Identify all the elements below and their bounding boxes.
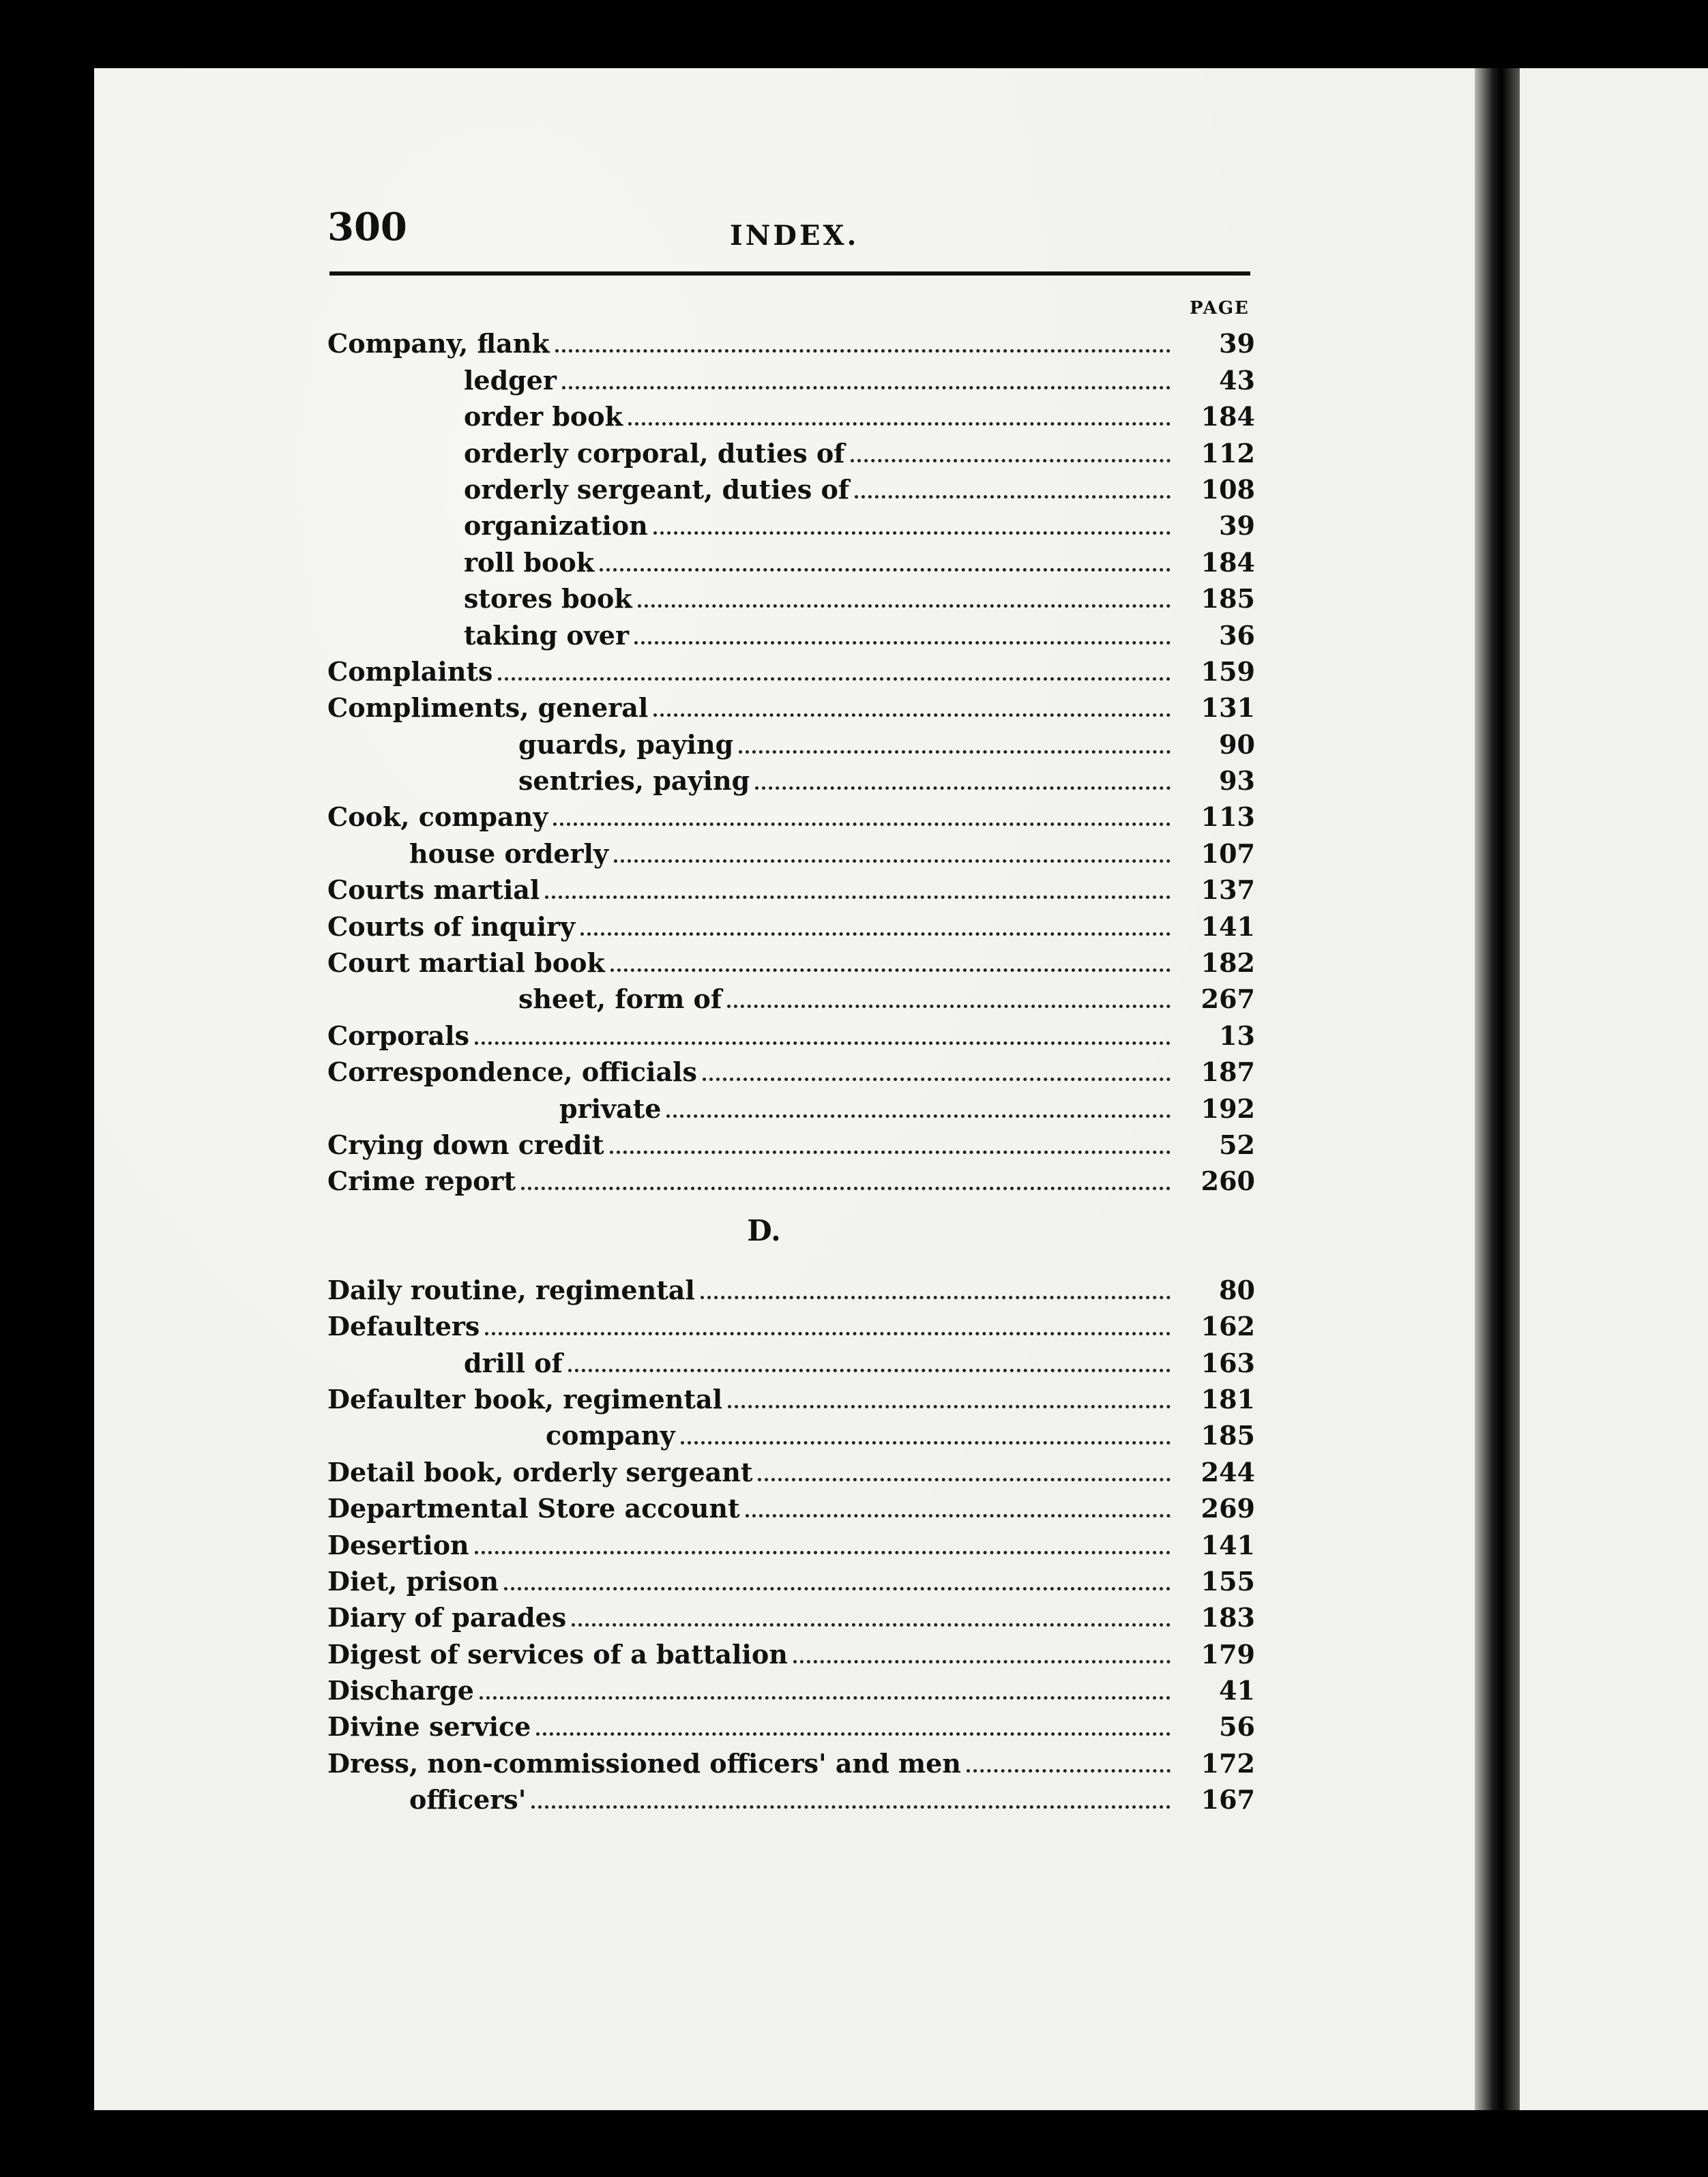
entry-page-number: 141 [1201,1529,1255,1560]
entry-page-number: 107 [1201,838,1255,869]
index-entry [327,1704,1255,1743]
entry-label: Court martial book [327,947,605,979]
leader-dots [553,823,1170,826]
index-entry [327,1303,1255,1342]
index-entry [327,1158,1255,1197]
entry-page-number: 181 [1201,1383,1255,1415]
entry-label: Crime report [327,1166,516,1197]
index-entry [327,1412,1255,1449]
entry-page-number: 43 [1219,364,1255,396]
index-entry [327,430,1255,469]
leader-dots [521,1187,1170,1190]
leader-dots [555,349,1170,353]
leader-dots [485,1332,1170,1335]
index-entry [327,830,1255,869]
entry-label: guards, paying [518,728,734,760]
entry-page-number: 162 [1201,1311,1255,1342]
index-entry [327,685,1255,724]
leader-dots [653,713,1170,717]
facing-page-edge [1520,68,1708,2110]
leader-dots [628,422,1170,426]
leader-dots [475,1551,1170,1554]
index-entry [327,1267,1255,1303]
leader-dots [727,1005,1170,1008]
index-entry [327,1376,1255,1415]
leader-dots [572,1623,1170,1627]
index-entry [327,1668,1255,1704]
leader-dots [562,386,1170,389]
index-entry [327,903,1255,942]
entry-label: sheet, form of [518,983,722,1015]
leader-dots [758,1478,1170,1481]
entry-label: company [546,1420,675,1451]
entry-label: Courts of inquiry [327,910,576,942]
entry-page-number: 167 [1201,1784,1255,1816]
leader-dots [498,677,1170,681]
leader-dots [568,1369,1170,1372]
entry-label: Correspondence, officials [327,1056,697,1088]
index-entry [327,1740,1255,1779]
entry-label: officers' [409,1784,527,1816]
running-title: INDEX. [730,220,859,252]
index-entry [327,1449,1255,1485]
header-rule [329,271,1250,276]
entry-page-number: 172 [1201,1747,1255,1779]
leader-dots [600,568,1170,572]
index-entry [327,1631,1255,1670]
index-entry [327,867,1255,906]
leader-dots [480,1696,1170,1700]
index-entry [327,357,1255,396]
index-entry [327,721,1255,760]
entry-label: Defaulters [327,1311,480,1342]
entry-label: Daily routine, regimental [327,1274,695,1305]
page-column-heading: PAGE [1190,298,1250,319]
index-entry [327,576,1255,612]
entry-page-number: 185 [1201,583,1255,614]
index-entry [327,649,1255,685]
leader-dots [967,1769,1170,1773]
index-entry [327,1012,1255,1051]
entry-label: Discharge [327,1675,474,1706]
entry-label: Courts martial [327,874,540,906]
entry-page-number: 36 [1219,619,1255,651]
index-entry [327,321,1255,357]
book-gutter [1475,68,1520,2110]
leader-dots [746,1514,1170,1517]
index-entry [327,794,1255,833]
leader-dots [536,1732,1170,1736]
entry-label: sentries, paying [518,765,750,797]
entry-page-number: 187 [1201,1056,1255,1088]
entry-label: Departmental Store account [327,1493,740,1524]
index-entry [327,466,1255,503]
entry-label: private [559,1093,662,1124]
entry-label: Defaulter book, regimental [327,1383,723,1415]
entry-label: taking over [464,619,629,651]
entry-label: Complaints [327,655,493,687]
entry-label: Crying down credit [327,1129,604,1160]
entry-page-number: 93 [1219,765,1255,797]
leader-dots [755,786,1170,790]
entry-label: organization [464,510,648,542]
leader-dots [614,859,1170,863]
entry-label: stores book [464,583,632,614]
index-entry [327,1049,1255,1088]
entry-page-number: 141 [1201,910,1255,942]
entry-label: house orderly [409,838,609,869]
entry-label: Compliments, general [327,692,649,724]
leader-dots [855,495,1170,499]
index-entry [327,976,1255,1015]
leader-dots [504,1587,1170,1590]
entry-page-number: 41 [1219,1675,1255,1706]
entry-page-number: 90 [1219,728,1255,760]
entry-label: Corporals [327,1020,469,1051]
entry-label: orderly corporal, duties of [464,437,845,469]
leader-dots [653,531,1170,535]
index-entry [327,1558,1255,1595]
entry-page-number: 155 [1201,1565,1255,1597]
entry-page-number: 185 [1201,1420,1255,1451]
entry-page-number: 112 [1201,437,1255,469]
entry-page-number: 260 [1201,1166,1255,1197]
leader-dots [545,895,1170,899]
index-entries [327,321,1255,1816]
entry-label: Dress, non-commissioned officers' and men [327,1747,961,1779]
leader-dots [739,750,1170,754]
leader-dots [701,1296,1170,1299]
leader-dots [666,1114,1170,1118]
leader-dots [610,968,1170,972]
index-entry [327,394,1255,430]
entry-page-number: 163 [1201,1347,1255,1378]
entry-page-number: 192 [1201,1093,1255,1124]
entry-page-number: 179 [1201,1638,1255,1670]
index-entry [327,612,1255,651]
entry-page-number: 39 [1219,328,1255,359]
leader-dots [531,1805,1170,1809]
index-entry [327,503,1255,542]
index-entry [327,940,1255,979]
index-entry [327,758,1255,797]
section-letter-d: D. [747,1213,781,1247]
entry-label: Diary of parades [327,1602,567,1633]
index-entry [327,1595,1255,1631]
leader-dots [475,1041,1170,1045]
leader-dots [638,604,1170,608]
entry-page-number: 184 [1201,401,1255,432]
entry-label: Desertion [327,1529,469,1560]
entry-label: Diet, prison [327,1565,499,1597]
leader-dots [703,1078,1170,1081]
entry-label: roll book [464,546,595,578]
leader-dots [634,641,1170,645]
entry-page-number: 13 [1219,1020,1255,1051]
index-entry [327,1122,1255,1158]
page-number: 300 [327,205,407,250]
index-entry [327,1522,1255,1558]
entry-page-number: 269 [1201,1493,1255,1524]
entry-label: Cook, company [327,801,548,833]
entry-page-number: 183 [1201,1602,1255,1633]
entry-page-number: 184 [1201,546,1255,578]
entry-page-number: 113 [1201,801,1255,833]
entry-page-number: 39 [1219,510,1255,542]
entry-page-number: 182 [1201,947,1255,979]
entry-label: Digest of services of a battalion [327,1638,788,1670]
index-entry [327,1339,1255,1376]
entry-page-number: 244 [1201,1456,1255,1487]
page-header [327,205,1248,259]
entry-label: Company, flank [327,328,550,359]
entry-label: drill of [464,1347,563,1378]
entry-label: ledger [464,364,557,396]
leader-dots [851,459,1170,462]
index-entry [327,539,1255,578]
entry-label: order book [464,401,623,432]
entry-page-number: 56 [1219,1711,1255,1743]
index-entry [327,1085,1255,1124]
entry-page-number: 80 [1219,1274,1255,1305]
entry-label: Detail book, orderly sergeant [327,1456,753,1487]
leader-dots [728,1405,1170,1408]
entry-page-number: 267 [1201,983,1255,1015]
entry-page-number: 131 [1201,692,1255,724]
index-entry [327,1777,1255,1816]
entry-page-number: 137 [1201,874,1255,906]
entry-label: orderly sergeant, duties of [464,473,850,505]
entry-page-number: 108 [1201,473,1255,505]
leader-dots [580,932,1170,936]
leader-dots [793,1660,1170,1663]
entry-page-number: 52 [1219,1129,1255,1160]
index-entry [327,1485,1255,1522]
entry-page-number: 159 [1201,655,1255,687]
leader-dots [681,1441,1170,1445]
entry-label: Divine service [327,1711,531,1743]
leader-dots [610,1151,1170,1154]
